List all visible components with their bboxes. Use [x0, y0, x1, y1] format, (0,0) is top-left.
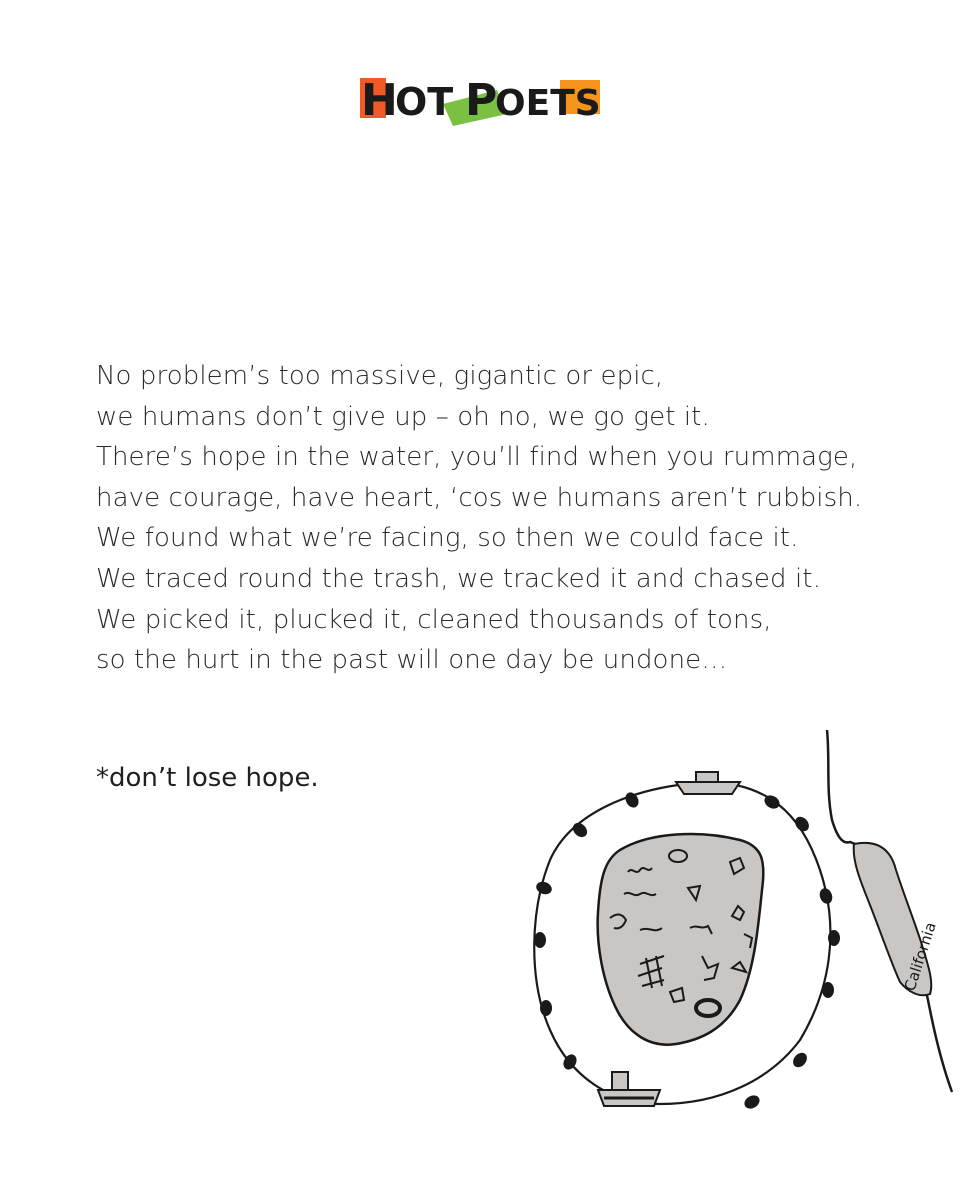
- boat-cabin: [612, 1072, 628, 1090]
- buoy: [742, 1093, 762, 1111]
- logo-letter-h: H: [361, 75, 398, 126]
- poem-line: We found what we’re facing, so then we could face it.: [96, 523, 799, 554]
- logo-letters-ot: OT: [395, 80, 454, 124]
- logo-letter-p: P: [465, 75, 498, 126]
- california-label: California: [900, 919, 940, 994]
- buoy: [790, 1050, 809, 1070]
- poem-line: We picked it, plucked it, cleaned thousands of tons,: [96, 604, 772, 635]
- poem-stanza: [96, 356, 862, 681]
- boat-hull: [676, 782, 740, 794]
- garbage-patch: [598, 834, 764, 1045]
- poem-line: so the hurt in the past will one day be undone…: [96, 645, 728, 676]
- buoy: [818, 886, 835, 905]
- cleanup-boat-bottom: [598, 1072, 660, 1106]
- poem-line: No problem’s too massive, gigantic or epic,: [96, 361, 664, 391]
- poem-line: There’s hope in the water, you’ll find when you rummage,: [96, 442, 858, 473]
- buoy: [822, 982, 834, 998]
- logo-letters-oets: OETS: [495, 83, 601, 124]
- poem-line: have courage, have heart, ‘cos we humans aren’t rubbish.: [96, 482, 863, 513]
- hot-poets-logo: [355, 68, 610, 130]
- poem-line: We traced round the trash, we tracked it and chased it.: [96, 563, 821, 594]
- cleanup-boat-top: [676, 772, 740, 794]
- poem-line: we humans don’t give up – oh no, we go get it.: [96, 401, 710, 432]
- garbage-patch-illustration: [500, 720, 960, 1140]
- buoy: [534, 880, 553, 897]
- logo-graphic: [355, 68, 610, 130]
- buoy: [828, 930, 840, 946]
- boat-cabin: [696, 772, 718, 782]
- illustration-svg: [500, 720, 960, 1140]
- buoy: [540, 1000, 552, 1016]
- buoy: [534, 932, 546, 948]
- closing-line: *don’t lose hope.: [96, 763, 319, 793]
